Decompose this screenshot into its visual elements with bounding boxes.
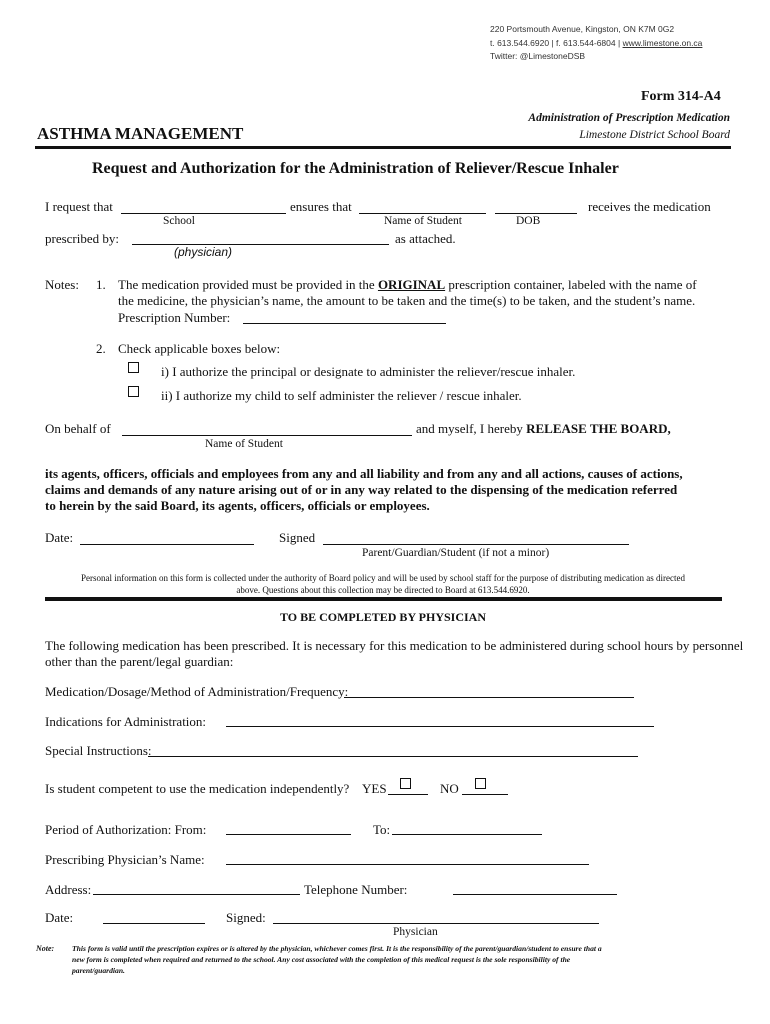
dob-field[interactable] bbox=[495, 213, 577, 214]
phone-f: f. 613.544-6804 bbox=[556, 38, 616, 48]
footer-line-3: parent/guardian. bbox=[72, 966, 125, 975]
release-board-emphasis: RELEASE THE BOARD, bbox=[526, 421, 671, 436]
competent-question: Is student competent to use the medication independently? bbox=[45, 781, 350, 796]
dob-caption: DOB bbox=[516, 215, 541, 227]
yes-checkbox[interactable] bbox=[400, 778, 411, 789]
period-from-field[interactable] bbox=[226, 834, 351, 835]
section-title: ASTHMA MANAGEMENT bbox=[37, 124, 244, 143]
signer-caption: Parent/Guardian/Student (if not a minor) bbox=[362, 547, 550, 559]
i-request-label: I request that bbox=[45, 199, 113, 214]
telephone-field[interactable] bbox=[453, 894, 617, 895]
as-attached-label: as attached. bbox=[395, 231, 456, 246]
prescription-number-label: Prescription Number: bbox=[118, 310, 231, 325]
notes-label: Notes: bbox=[45, 277, 79, 292]
option-1-label: i) I authorize the principal or designate to administer the reliever/rescue inhaler. bbox=[161, 364, 576, 379]
parent-date-label: Date: bbox=[45, 530, 74, 545]
parent-signature-field[interactable] bbox=[323, 544, 629, 545]
release-line-3: to herein by the said Board, its agents, officers, officials or employees. bbox=[45, 498, 430, 513]
no-label: NO bbox=[440, 781, 459, 796]
release-line-1: its agents, officers, officials and employees from any and all liability and from any and all actions, causes of actions, bbox=[45, 466, 683, 481]
prescription-number-field[interactable] bbox=[243, 323, 446, 324]
physician-section-rule bbox=[45, 597, 722, 601]
physician-caption: (physician) bbox=[174, 245, 233, 259]
note-1-number: 1. bbox=[96, 277, 106, 292]
physician-signature-field[interactable] bbox=[273, 923, 599, 924]
release-line-2: claims and demands of any nature arising out of or in any way related to the dispensing of the medication referred bbox=[45, 482, 678, 497]
indications-field[interactable] bbox=[226, 726, 654, 727]
physician-signature-caption: Physician bbox=[393, 926, 438, 938]
address: 220 Portsmouth Avenue, Kingston, ON K7M 0G2 bbox=[490, 24, 675, 34]
original-emphasis: ORIGINAL bbox=[377, 277, 446, 292]
note-2-text: Check applicable boxes below: bbox=[118, 341, 281, 356]
prescribed-by-label: prescribed by: bbox=[45, 231, 120, 246]
org-line-2: Limestone District School Board bbox=[579, 129, 730, 141]
telephone-label: Telephone Number: bbox=[304, 882, 408, 897]
privacy-line-2: above. Questions about this collection may be directed to Board at 613.544.6920. bbox=[236, 585, 530, 595]
school-caption: School bbox=[163, 215, 195, 227]
no-checkbox[interactable] bbox=[475, 778, 486, 789]
physician-date-label: Date: bbox=[45, 910, 74, 925]
form-number: Form 314-A4 bbox=[641, 89, 721, 104]
physician-heading: TO BE COMPLETED BY PHYSICIAN bbox=[279, 610, 487, 624]
yes-label: YES bbox=[362, 781, 387, 796]
footer-line-2: new form is completed when required and returned to the school. Any cost associated with the completion of this medical request is the sole responsibility of the bbox=[72, 955, 571, 964]
special-instructions-label: Special Instructions: bbox=[45, 743, 152, 758]
student-name-field[interactable] bbox=[359, 213, 486, 214]
physician-field[interactable] bbox=[132, 244, 389, 245]
on-behalf-label: On behalf of bbox=[45, 421, 111, 436]
physician-intro-2: other than the parent/legal guardian: bbox=[45, 654, 234, 669]
option-2-label: ii) I authorize my child to self administer the reliever / rescue inhaler. bbox=[161, 388, 522, 403]
release-text: and myself, I hereby RELEASE THE BOARD, bbox=[416, 421, 671, 436]
self-administer-checkbox[interactable] bbox=[128, 386, 139, 397]
physician-date-field[interactable] bbox=[103, 923, 205, 924]
ensures-label: ensures that bbox=[290, 199, 352, 214]
physician-intro-1: The following medication has been prescribed. It is necessary for this medication to be administered during school hours by personnel bbox=[45, 638, 744, 653]
yes-underline bbox=[388, 794, 428, 795]
website-link[interactable]: www.limestone.on.ca bbox=[622, 38, 703, 48]
no-underline bbox=[462, 794, 508, 795]
address-field[interactable] bbox=[93, 894, 300, 895]
indications-label: Indications for Administration: bbox=[45, 714, 207, 729]
footer-note-label: Note: bbox=[36, 944, 55, 953]
footer-line-1: This form is valid until the prescription expires or is altered by the physician, whichever comes first. It is the responsibility of the parent/guardian/student to ensure that a bbox=[72, 944, 602, 953]
note-1-line-2: the medicine, the physician’s name, the amount to be taken and the time(s) to be taken, and the student’s name. bbox=[118, 293, 696, 308]
parent-date-field[interactable] bbox=[80, 544, 254, 545]
special-instructions-field[interactable] bbox=[148, 756, 638, 757]
contact-line: t. 613.544.6920 | f. 613.544-6804 | www.limestone.on.ca bbox=[490, 38, 703, 48]
period-to-field[interactable] bbox=[392, 834, 542, 835]
receives-label: receives the medication bbox=[588, 199, 711, 214]
header-rule bbox=[35, 146, 731, 149]
physician-name-label: Prescribing Physician’s Name: bbox=[45, 852, 205, 867]
address-label: Address: bbox=[45, 882, 92, 897]
privacy-line-1: Personal information on this form is collected under the authority of Board policy and will be used by school staff for the purpose of distributing medication as directed bbox=[81, 573, 685, 583]
release-student-field[interactable] bbox=[122, 435, 412, 436]
administer-checkbox[interactable] bbox=[128, 362, 139, 373]
note-1-line-1: The medication provided must be provided in the ORIGINAL prescription container, labeled with the name of bbox=[118, 277, 697, 292]
form-title: Request and Authorization for the Administration of Reliever/Rescue Inhaler bbox=[92, 160, 619, 177]
school-field[interactable] bbox=[121, 213, 286, 214]
student-caption: Name of Student bbox=[384, 215, 462, 227]
phone-t: t. 613.544.6920 bbox=[490, 38, 550, 48]
period-to-label: To: bbox=[373, 822, 391, 837]
period-from-label: Period of Authorization: From: bbox=[45, 822, 207, 837]
release-student-caption: Name of Student bbox=[205, 438, 283, 450]
org-line-1: Administration of Prescription Medication bbox=[528, 112, 730, 124]
medication-label: Medication/Dosage/Method of Administration/Frequency: bbox=[45, 684, 349, 699]
medication-field[interactable] bbox=[344, 697, 634, 698]
parent-signed-label: Signed bbox=[279, 530, 316, 545]
physician-signed-label: Signed: bbox=[226, 910, 266, 925]
twitter-handle: Twitter: @LimestoneDSB bbox=[490, 51, 586, 61]
physician-name-field[interactable] bbox=[226, 864, 589, 865]
note-2-number: 2. bbox=[96, 341, 106, 356]
